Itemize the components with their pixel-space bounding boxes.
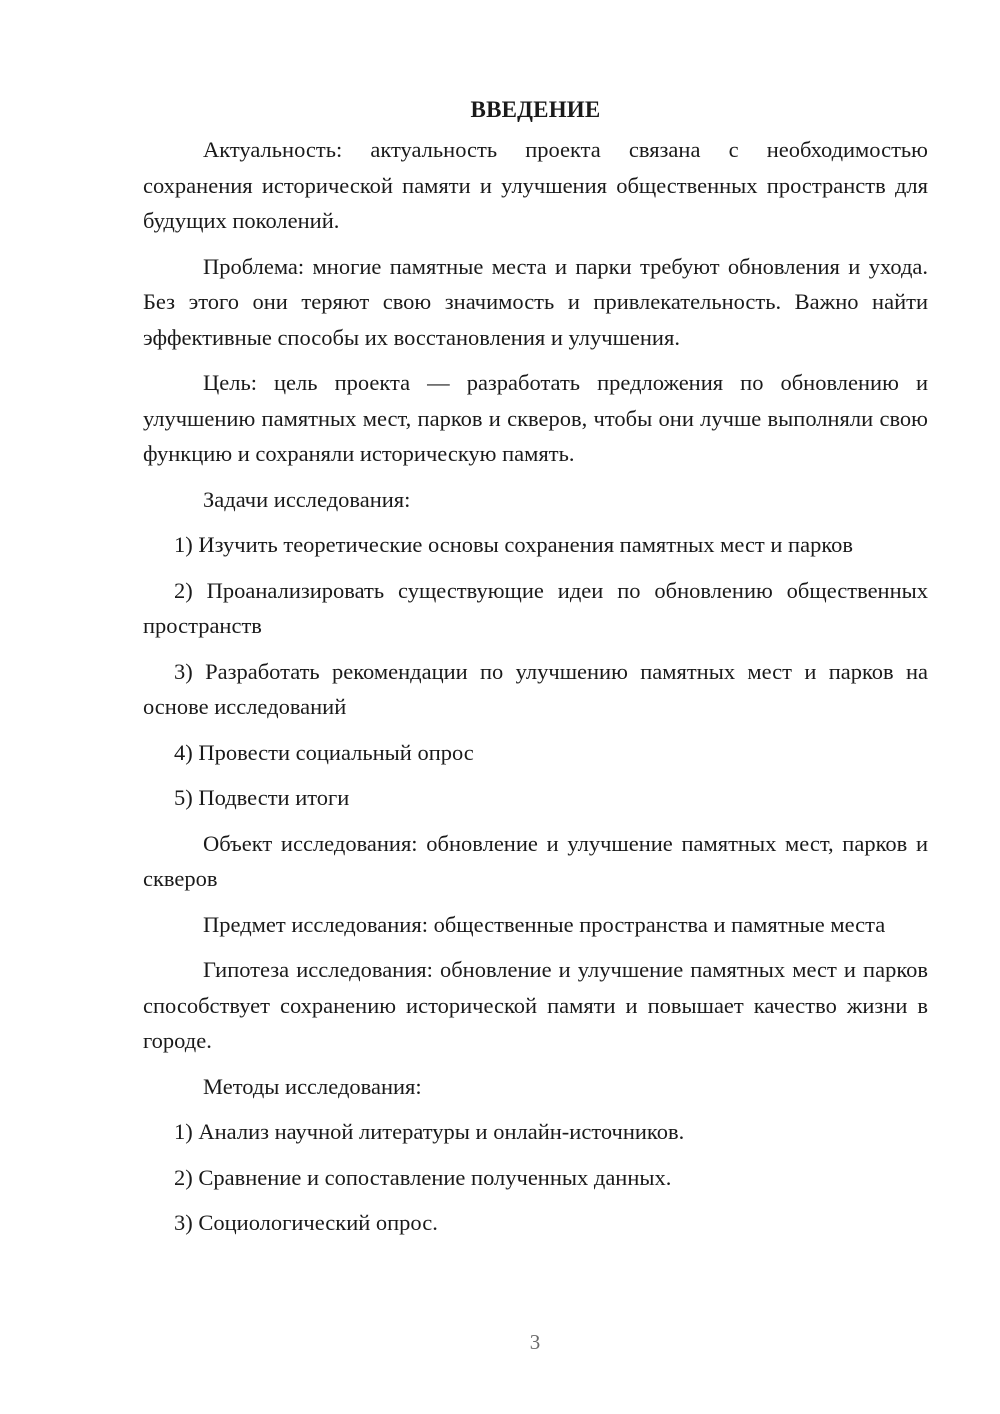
task-item-3: 3) Разработать рекомендации по улучшению памятных мест и парков на основе исследований: [143, 658, 928, 719]
relevance-paragraph: Актуальность: актуальность проекта связана с необходимостью сохранения исторической памяти и улучшения общественных пространств для будущих поколений.: [143, 137, 928, 233]
method-item-2: 2) Сравнение и сопоставление полученных данных.: [174, 1164, 672, 1190]
method-item-1: 1) Анализ научной литературы и онлайн-источников.: [174, 1119, 685, 1144]
page-number: 3: [529, 1330, 541, 1354]
goal-paragraph: Цель: цель проекта — разработать предложения по обновлению и улучшению памятных мест, парков и скверов, чтобы они лучше выполняли свою функцию и сохраняли историческую память.: [143, 370, 928, 466]
tasks-heading: Задачи исследования:: [203, 486, 411, 512]
section-heading: ВВЕДЕНИЕ: [470, 97, 601, 122]
task-item-1: 1) Изучить теоретические основы сохранения памятных мест и парков: [174, 532, 853, 557]
problem-paragraph: Проблема: многие памятные места и парки требуют обновления и ухода. Без этого они теряют свою значимость и привлекательность. Важно найти эффективные способы их восстановления и улучшения.: [143, 253, 928, 350]
hypothesis-paragraph: Гипотеза исследования: обновление и улучшение памятных мест и парков способствует сохранению исторической памяти и повышает качество жизни в городе.: [143, 957, 928, 1053]
task-item-5: 5) Подвести итоги: [174, 785, 350, 810]
method-item-3: 3) Социологический опрос.: [174, 1210, 438, 1235]
object-paragraph: Объект исследования: обновление и улучшение памятных мест, парков и скверов: [143, 830, 928, 891]
methods-heading: Методы исследования:: [203, 1073, 422, 1099]
task-item-2: 2) Проанализировать существующие идеи по обновлению общественных пространств: [143, 577, 928, 638]
document-page: [143, 92, 928, 1251]
subject-paragraph: Предмет исследования: общественные пространства и памятные места: [203, 911, 886, 937]
task-item-4: 4) Провести социальный опрос: [174, 739, 474, 765]
